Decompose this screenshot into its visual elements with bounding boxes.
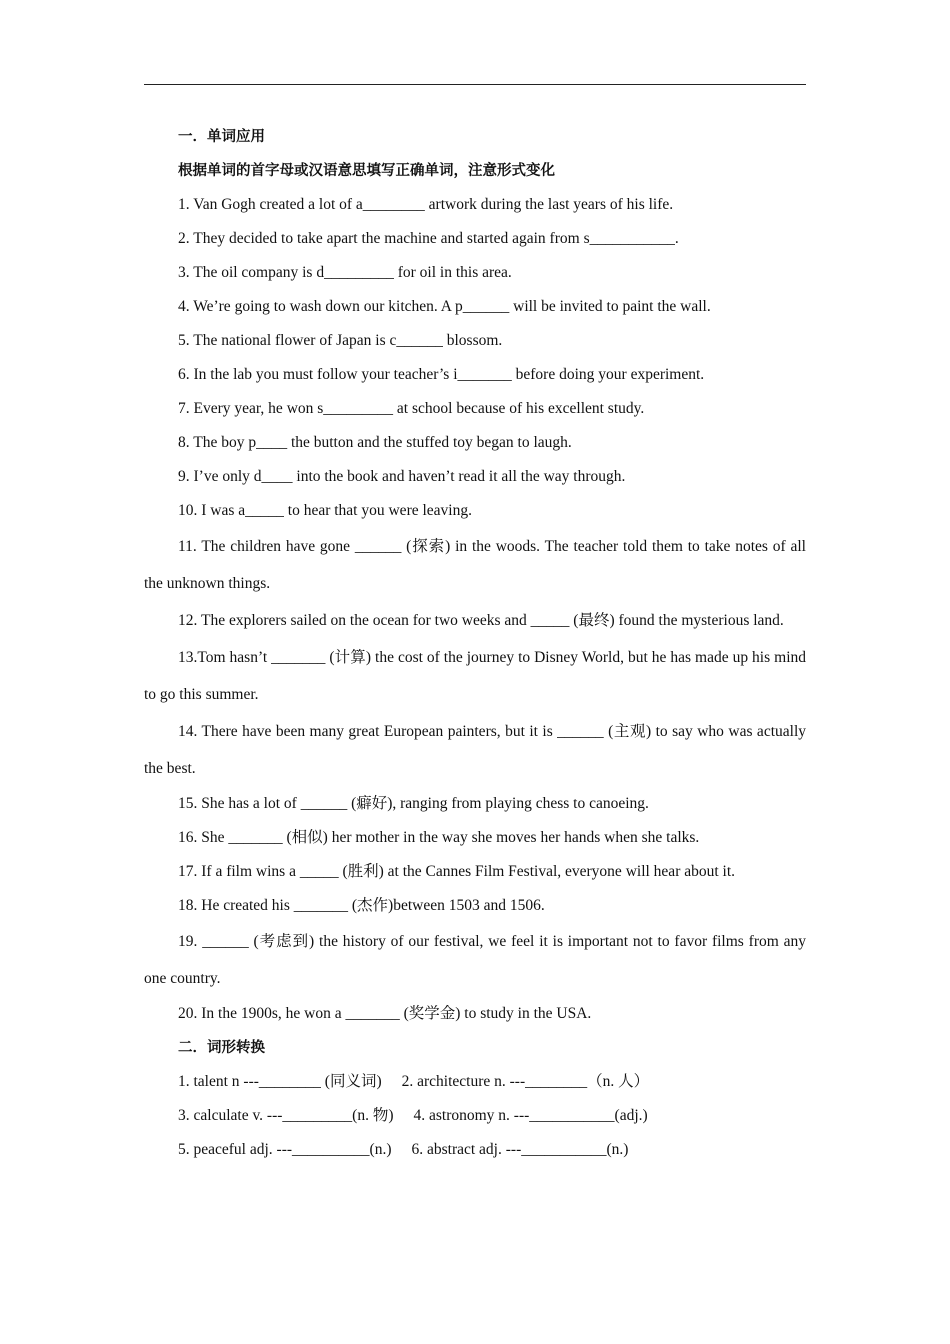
word-form-item-3: 3. calculate v. ---_________(n. 物) [178,1107,394,1124]
word-form-row-3 [144,1133,806,1167]
exercise-item-7: 7. Every year, he won s_________ at school because of his excellent study. [178,400,645,417]
exercise-item-3: 3. The oil company is d_________ for oil in this area. [178,264,512,281]
exercise-item-15: 15. She has a lot of ______ (癖好), ranging from playing chess to canoeing. [178,795,649,812]
exercise-item-9: 9. I’ve only d____ into the book and haven’t read it all the way through. [178,468,626,485]
exercise-item-20: 20. In the 1900s, he won a _______ (奖学金) to study in the USA. [178,1005,592,1022]
exercise-item-4: 4. We’re going to wash down our kitchen. A p______ will be invited to paint the wall. [178,298,711,315]
word-form-item-5: 5. peaceful adj. ---__________(n.) [178,1141,392,1158]
word-form-item-6: 6. abstract adj. ---___________(n.) [411,1141,629,1158]
exercise-item-1: 1. Van Gogh created a lot of a________ artwork during the last years of his life. [178,196,674,213]
section1-title: 一．单词应用 [178,129,265,145]
exercise-item-10: 10. I was a_____ to hear that you were leaving. [178,502,472,519]
section2-title: 二．词形转换 [178,1040,265,1056]
word-form-row-1 [144,1065,806,1099]
exercise-item-19: 19. ______ (考虑到) the history of our festival, we feel it is important not to favor films from any one country. [144,933,806,987]
exercise-item-6: 6. In the lab you must follow your teacher’s i_______ before doing your experiment. [178,366,705,383]
worksheet [144,120,806,1167]
word-form-item-2: 2. architecture n. ---________（n. 人） [401,1073,650,1090]
exercise-item-11: 11. The children have gone ______ (探索) in the woods. The teacher told them to take notes of all the unknown things. [144,538,806,592]
exercise-item-18: 18. He created his _______ (杰作)between 1503 and 1506. [178,897,545,914]
exercise-item-5: 5. The national flower of Japan is c______ blossom. [178,332,503,349]
exercise-item-8: 8. The boy p____ the button and the stuffed toy began to laugh. [178,434,572,451]
exercise-item-16: 16. She _______ (相似) her mother in the way she moves her hands when she talks. [178,829,700,846]
word-form-item-4: 4. astronomy n. ---___________(adj.) [413,1107,648,1124]
exercise-item-14: 14. There have been many great European painters, but it is ______ (主观) to say who was actually the best. [144,723,806,777]
word-form-row-2 [144,1099,806,1133]
word-form-item-1: 1. talent n ---________ (同义词) [178,1073,382,1090]
exercise-item-17: 17. If a film wins a _____ (胜利) at the Cannes Film Festival, everyone will hear about it. [178,863,736,880]
exercise-item-13: 13.Tom hasn’t _______ (计算) the cost of the journey to Disney World, but he has made up his mind to go this summer. [144,649,806,703]
exercise-item-2: 2. They decided to take apart the machine and started again from s___________. [178,230,679,247]
exercise-item-12: 12. The explorers sailed on the ocean for two weeks and _____ (最终) found the mysterious land. [178,612,784,629]
section1-instruction: 根据单词的首字母或汉语意思填写正确单词，注意形式变化 [178,163,555,179]
header-rule [144,84,806,85]
